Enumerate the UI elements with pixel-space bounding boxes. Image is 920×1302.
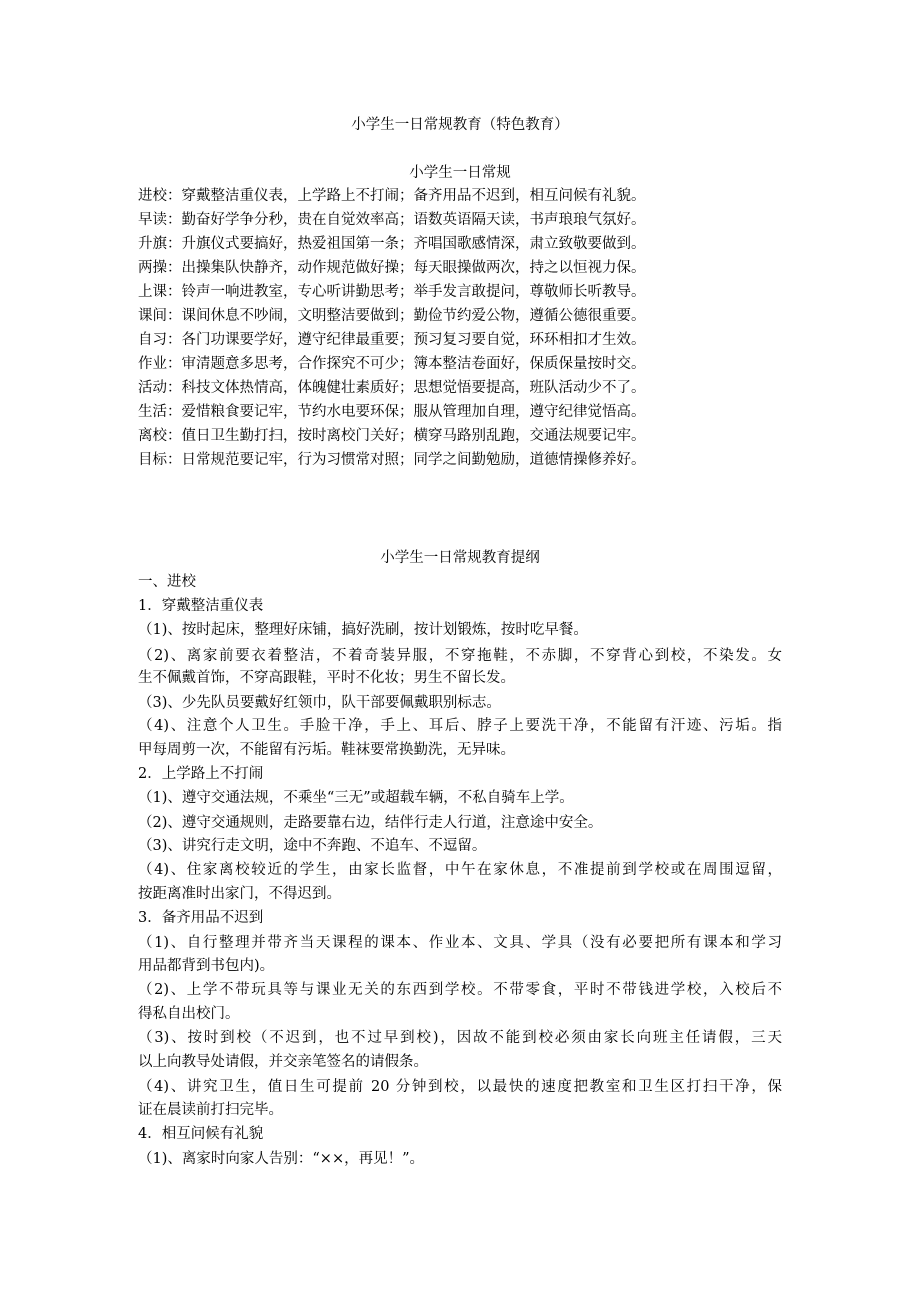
rule-line: 活动：科技文体热情高，体魄健壮素质好；思想觉悟要提高，班队活动少不了。 — [138, 380, 646, 396]
outline-item: （4)、住家离校较近的学生，由家长监督，中午在家休息，不准提前到学校或在周围逗留， — [138, 862, 782, 878]
outline-item: （2)、遵守交通规则，走路要靠右边，结伴行走人行道，注意途中安全。 — [138, 815, 603, 831]
rule-line: 作业：审清题意多思考，合作探究不可少；簿本整洁卷面好，保质保量按时交。 — [138, 356, 646, 372]
rule-line: 两操：出操集队快静齐，动作规范做好操；每天眼操做两次，持之以恒视力保。 — [138, 260, 646, 276]
outline-item: （4)、注意个人卫生。手脸干净，手上、耳后、脖子上要洗干净，不能留有汗迹、污垢。指 — [138, 718, 782, 734]
outline-item: （3)、按时到校（不迟到，也不过早到校)，因故不能到校必须由家长向班主任请假，三天 — [138, 1030, 782, 1046]
rule-line: 自习：各门功课要学好，遵守纪律最重要；预习复习要自觉，环环相扣才生效。 — [138, 332, 646, 348]
outline-item: （1)、遵守交通法规，不乘坐“三无”或超载车辆，不私自骑车上学。 — [138, 790, 574, 806]
outline-item-cont: 证在晨读前打扫完毕。 — [138, 1102, 283, 1118]
rule-line: 目标：日常规范要记牢，行为习惯常对照；同学之间勤勉励，道德情操修养好。 — [138, 452, 646, 468]
outline-item: （3)、少先队员要戴好红领巾，队干部要佩戴职别标志。 — [138, 695, 501, 711]
outline-heading: 一、进校 — [138, 574, 196, 590]
rule-line: 早读：勤奋好学争分秒，贵在自觉效率高；语数英语隔天读，书声琅琅气氛好。 — [138, 212, 646, 228]
outline-item: （1)、按时起床，整理好床铺，搞好洗刷，按计划锻炼，按时吃早餐。 — [138, 622, 588, 638]
section1-heading: 小学生一日常规 — [409, 165, 511, 181]
rule-line: 课间：课间休息不吵闹，文明整洁要做到；勤俭节约爱公物，遵循公德很重要。 — [138, 308, 646, 324]
outline-item: （2)、上学不带玩具等与课业无关的东西到学校。不带零食，平时不带钱进学校，入校后不 — [138, 982, 782, 998]
outline-item: （3)、讲究行走文明，途中不奔跑、不追车、不逗留。 — [138, 838, 487, 854]
outline-item-cont: 甲每周剪一次，不能留有污垢。鞋袜要常换勤洗，无异味。 — [138, 742, 515, 758]
outline-subheading: 3．备齐用品不迟到 — [138, 910, 264, 926]
rule-line: 上课：铃声一响进教室，专心听讲勤思考；举手发言敢提问，尊敬师长听教导。 — [138, 284, 646, 300]
outline-item-cont: 用品都背到书包内)。 — [138, 958, 275, 974]
outline-item-cont: 按距离准时出家门，不得迟到。 — [138, 886, 341, 902]
document-title: 小学生一日常规教育（特色教育） — [351, 117, 569, 133]
rule-line: 升旗：升旗仪式要搞好，热爱祖国第一条；齐唱国歌感情深，肃立致敬要做到。 — [138, 236, 646, 252]
rule-line: 生活：爱惜粮食要记牢，节约水电要环保；服从管理加自理，遵守纪律觉悟高。 — [138, 404, 646, 420]
outline-item-cont: 以上向教导处请假，并交亲笔签名的请假条。 — [138, 1054, 428, 1070]
outline-item: （1)、离家时向家人告别：“××，再见！”。 — [138, 1151, 425, 1167]
outline-item: （1)、自行整理并带齐当天课程的课本、作业本、文具、学具（没有必要把所有课本和学习 — [138, 935, 782, 951]
outline-subheading: 4．相互问候有礼貌 — [138, 1126, 264, 1142]
rule-line: 进校：穿戴整洁重仪表，上学路上不打闹；备齐用品不迟到，相互问候有礼貌。 — [138, 188, 646, 204]
outline-subheading: 2．上学路上不打闹 — [138, 766, 264, 782]
outline-item-cont: 得私自出校门。 — [138, 1006, 240, 1022]
section2-heading: 小学生一日常规教育提纲 — [380, 550, 540, 566]
rule-line: 离校：值日卫生勤打扫，按时离校门关好；横穿马路别乱跑，交通法规要记牢。 — [138, 428, 646, 444]
outline-subheading: 1．穿戴整洁重仪表 — [138, 598, 264, 614]
outline-item: （2)、离家前要衣着整洁，不着奇装异服，不穿拖鞋，不赤脚，不穿背心到校，不染发。女 — [138, 648, 782, 664]
outline-item: （4)、讲究卫生，值日生可提前 20 分钟到校，以最快的速度把教室和卫生区打扫干净，保 — [138, 1079, 782, 1095]
outline-item-cont: 生不佩戴首饰，不穿高跟鞋，平时不化妆；男生不留长发。 — [138, 670, 515, 686]
